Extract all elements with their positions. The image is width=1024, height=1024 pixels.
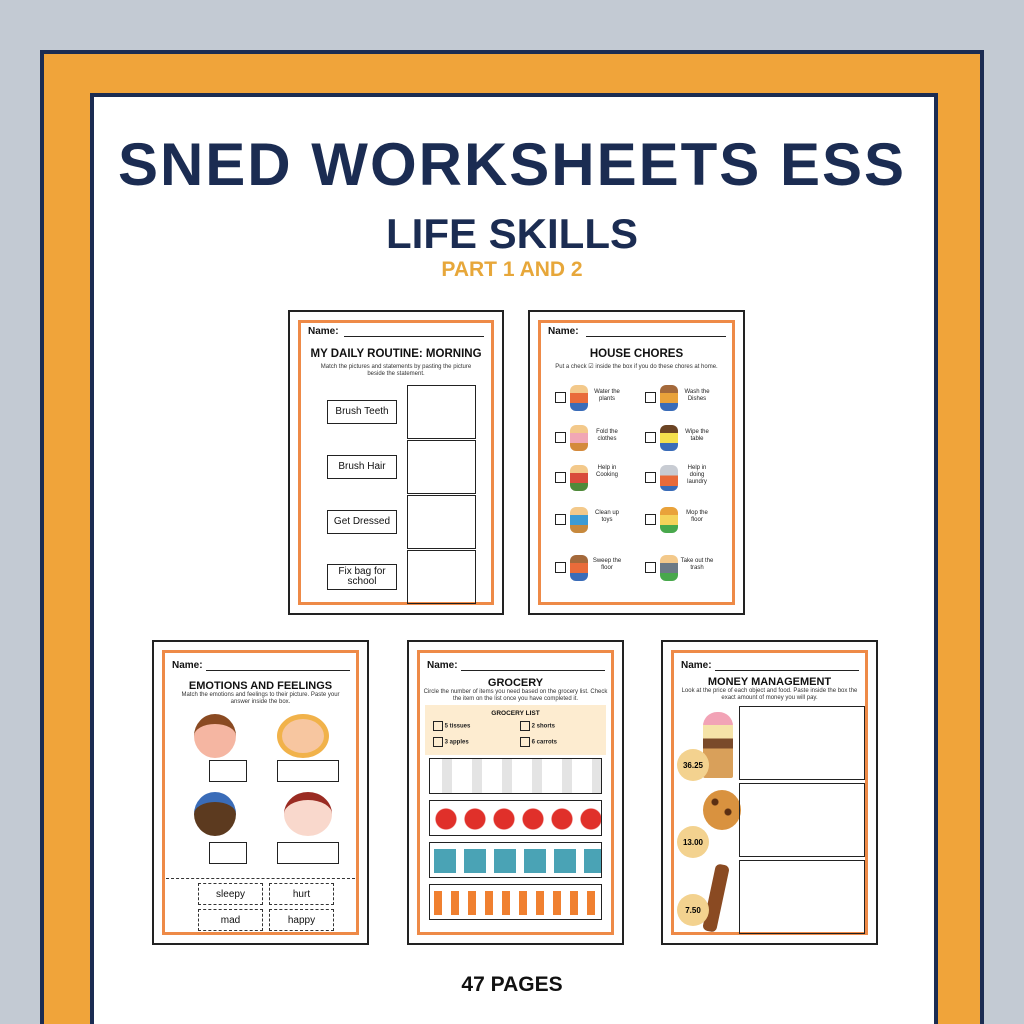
chore-illustration: [660, 465, 678, 491]
answer-box: [209, 760, 247, 782]
worksheet-daily-routine: [288, 310, 504, 615]
worksheet-instruction: Circle the number of items you need based on the grocery list. Check the item on the list once you have completed it.: [423, 689, 608, 702]
paste-box: [407, 385, 476, 439]
chore-illustration: [570, 465, 588, 491]
paste-box: [407, 495, 476, 549]
name-label: Name:: [681, 660, 712, 671]
chore-illustration: [660, 555, 678, 581]
chore-label: Wash the Dishes: [684, 389, 710, 402]
worksheet-grocery: [407, 640, 624, 945]
word-card: sleepy: [198, 883, 263, 905]
item-label: 3 apples: [444, 739, 469, 746]
price-tag: 7.50: [677, 894, 709, 926]
worksheet-instruction: Look at the price of each object and food. Paste inside the box the exact amount of money you will pay.: [681, 688, 858, 701]
chore-checkbox[interactable]: [645, 432, 656, 443]
worksheet-instruction: Put a check ☑ inside the box if you do these chores at home.: [555, 364, 718, 370]
chore-illustration: [570, 385, 588, 411]
item-checkbox[interactable]: [433, 721, 443, 731]
chore-label: Help in Cooking: [595, 465, 618, 478]
subtitle: LIFE SKILLS: [386, 210, 638, 257]
sleepy-boy-face-icon: [194, 792, 236, 836]
name-label: Name:: [548, 326, 579, 337]
chore-label: Fold the clothes: [596, 429, 618, 442]
price-tag: 36.25: [677, 749, 709, 781]
chore-illustration: [660, 425, 678, 451]
worksheet-house-chores: [528, 310, 745, 615]
statement-label: Brush Hair: [327, 455, 397, 479]
cookie-icon: [703, 790, 741, 830]
chore-checkbox[interactable]: [645, 514, 656, 525]
worksheet-title: HOUSE CHORES: [589, 348, 684, 360]
item-checkbox[interactable]: [520, 721, 530, 731]
answer-box: [739, 706, 865, 780]
main-title: SNED WORKSHEETS ESS: [117, 131, 907, 198]
answer-box: [209, 842, 247, 864]
statement-label: Get Dressed: [327, 510, 397, 534]
item-label: 6 carrots: [531, 739, 558, 746]
name-label: Name:: [427, 660, 458, 671]
tissue-row: [429, 758, 602, 794]
word-card: mad: [198, 909, 263, 931]
cut-line: [166, 878, 355, 879]
name-line: [586, 336, 726, 337]
item-label: 5 tissues: [444, 723, 471, 730]
chore-checkbox[interactable]: [645, 562, 656, 573]
chore-checkbox[interactable]: [645, 392, 656, 403]
mad-boy-face-icon: [284, 792, 332, 836]
chore-checkbox[interactable]: [555, 562, 566, 573]
worksheet-title: GROCERY: [487, 677, 544, 689]
grocery-list-item: [433, 737, 469, 747]
grocery-list-item: [520, 721, 555, 731]
statement-label: Fix bag for school: [327, 564, 397, 590]
page-count: 47 PAGES: [461, 973, 563, 996]
worksheet-instruction: Match the pictures and statements by pasting the picture beside the statement.: [320, 364, 472, 377]
chore-label: Clean up toys: [594, 510, 620, 523]
paste-box: [407, 550, 476, 604]
chore-label: Wipe the table: [685, 429, 709, 442]
answer-box: [277, 760, 339, 782]
price-tag: 13.00: [677, 826, 709, 858]
item-checkbox[interactable]: [433, 737, 443, 747]
part-label: PART 1 AND 2: [441, 258, 583, 281]
name-line: [715, 670, 859, 671]
carrot-row: [429, 884, 602, 920]
chore-illustration: [660, 507, 678, 533]
shorts-row: [429, 842, 602, 878]
chore-label: Water the plants: [594, 389, 620, 402]
item-label: 2 shorts: [531, 723, 556, 730]
name-label: Name:: [172, 660, 203, 671]
worksheet-money-management: [661, 640, 878, 945]
answer-box: [277, 842, 339, 864]
grocery-list-item: [433, 721, 470, 731]
grocery-list-title: GROCERY LIST: [491, 710, 540, 717]
chore-label: Help in doing laundry: [687, 465, 707, 485]
worksheet-emotions: [152, 640, 369, 945]
answer-box: [739, 860, 865, 934]
chore-illustration: [570, 425, 588, 451]
hurt-girl-face-icon: [277, 714, 329, 758]
worksheet-title: MONEY MANAGEMENT: [707, 676, 832, 688]
chore-checkbox[interactable]: [645, 472, 656, 483]
grocery-list-panel: [425, 705, 606, 755]
chore-checkbox[interactable]: [555, 514, 566, 525]
chore-checkbox[interactable]: [555, 392, 566, 403]
chore-illustration: [570, 507, 588, 533]
name-line: [344, 336, 484, 337]
answer-box: [739, 783, 865, 857]
chore-checkbox[interactable]: [555, 432, 566, 443]
word-card: hurt: [269, 883, 334, 905]
chore-checkbox[interactable]: [555, 472, 566, 483]
chore-label: Take out the trash: [680, 558, 714, 571]
grocery-list-item: [520, 737, 557, 747]
apple-row: [429, 800, 602, 836]
chore-illustration: [570, 555, 588, 581]
happy-girl-face-icon: [194, 714, 236, 758]
name-line: [461, 670, 605, 671]
chore-label: Mop the floor: [686, 510, 708, 523]
worksheet-instruction: Match the emotions and feelings to their picture. Paste your answer inside the box.: [181, 692, 340, 705]
name-line: [206, 670, 350, 671]
word-card: happy: [269, 909, 334, 931]
worksheet-title: MY DAILY ROUTINE: MORNING: [310, 348, 482, 360]
worksheet-title: EMOTIONS AND FEELINGS: [188, 680, 333, 692]
item-checkbox[interactable]: [520, 737, 530, 747]
chore-illustration: [660, 385, 678, 411]
statement-label: Brush Teeth: [327, 400, 397, 424]
name-label: Name:: [308, 326, 339, 337]
chore-label: Sweep the floor: [592, 558, 622, 571]
paste-box: [407, 440, 476, 494]
